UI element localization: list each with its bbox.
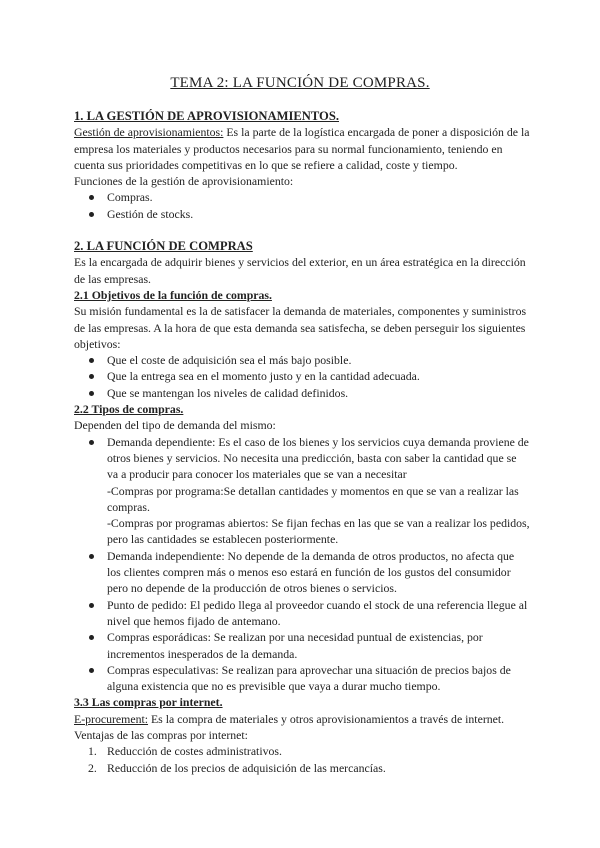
list-item: Que el coste de adquisición sea el más bajo posible. [74, 352, 530, 368]
advantages-list [74, 743, 530, 776]
dependent-demand-text: Demanda dependiente: Es el caso de los bienes y los servicios cuya demanda proviene de otros bienes y servicios. No necesita una predicción, basta con saber la cantidad que se va a producir para conocer los materiales que se van a necesitar [107, 434, 529, 482]
page-title: TEMA 2: LA FUNCIÓN DE COMPRAS. [170, 75, 430, 91]
advantages-intro: Ventajas de las compras por internet: [74, 727, 248, 742]
subsection-2-1-heading: 2.1 Objetivos de la función de compras. [74, 287, 272, 302]
list-item: Gestión de stocks. [74, 206, 530, 222]
section-2-heading: 2. LA FUNCIÓN DE COMPRAS [74, 239, 253, 254]
subsection-2-2-text: Dependen del tipo de demanda del mismo: [74, 418, 276, 433]
list-item: Compras. [74, 189, 530, 205]
definition-term: Gestión de aprovisionamientos: [74, 125, 224, 140]
list-item: Compras esporádicas: Se realizan por una necesidad puntual de existencias, por incrementos inesperados de la demanda. [74, 629, 530, 662]
e-procurement-definition [74, 711, 530, 727]
definition-text: Es la compra de materiales y otros aprovisionamientos a través de internet. [148, 711, 505, 726]
subsection-2-1-text: Su misión fundamental es la de satisfacer la demanda de materiales, componentes y suministros de las empresas. A la hora de que esta demanda sea satisfecha, se deben perseguir los siguientes objetivos: [74, 304, 527, 351]
open-program-purchases-text: -Compras por programas abiertos: Se fijan fechas en las que se van a realizar los pedidos, pero las cantidades se establecen posteriormente. [107, 516, 530, 547]
list-item [74, 760, 530, 776]
list-item: Punto de pedido: El pedido llega al proveedor cuando el stock de una referencia llegue al nivel que hemos fijado de antemano. [74, 597, 530, 630]
list-item [74, 434, 530, 548]
section-1-heading: 1. LA GESTIÓN DE APROVISIONAMIENTOS. [74, 109, 339, 123]
section-2-intro: Es la encargada de adquirir bienes y servicios del exterior, en un área estratégica en la dirección de las empresas. [74, 255, 526, 286]
list-item: Compras especulativas: Se realizan para aprovechar una situación de precios bajos de alguna existencia que no es previsible que vaya a durar mucho tiempo. [74, 662, 530, 695]
list-item [74, 743, 530, 759]
list-number: 2. [88, 760, 97, 775]
subsection-2-2-heading: 2.2 Tipos de compras. [74, 402, 184, 417]
list-item: Demanda independiente: No depende de la demanda de otros productos, no afecta que los clientes compren más o menos eso estará en función de los gustos del consumidor pero no depende de la producción de otros bienes o servicios. [74, 548, 530, 597]
definition-term: E-procurement: [74, 711, 149, 726]
spacer [74, 222, 530, 238]
subsection-3-3-heading: 3.3 Las compras por internet. [74, 695, 223, 710]
document-body [74, 108, 530, 776]
definition-text: Es la parte de la logística encargada de poner a disposición de la empresa los materiales y productos necesarios para su normal funcionamiento, teniendo en cuenta sus prioridades competitivas en lo que se refiere a calidad, coste y tiempo. [74, 125, 530, 172]
list-item: Que la entrega sea en el momento justo y en la cantidad adecuada. [74, 368, 530, 384]
list-item-text: Reducción de los precios de adquisición de las mercancías. [107, 760, 386, 775]
functions-list [74, 189, 530, 222]
program-purchases-text: -Compras por programa:Se detallan cantidades y momentos en que se van a realizar las compras. [107, 483, 519, 514]
functions-intro: Funciones de la gestión de aprovisionamiento: [74, 174, 294, 189]
list-item: Que se mantengan los niveles de calidad definidos. [74, 385, 530, 401]
section-1-definition [74, 124, 530, 173]
objectives-list [74, 352, 530, 401]
list-item-text: Reducción de costes administrativos. [107, 744, 282, 759]
list-number: 1. [88, 744, 97, 759]
purchase-types-list [74, 434, 530, 695]
